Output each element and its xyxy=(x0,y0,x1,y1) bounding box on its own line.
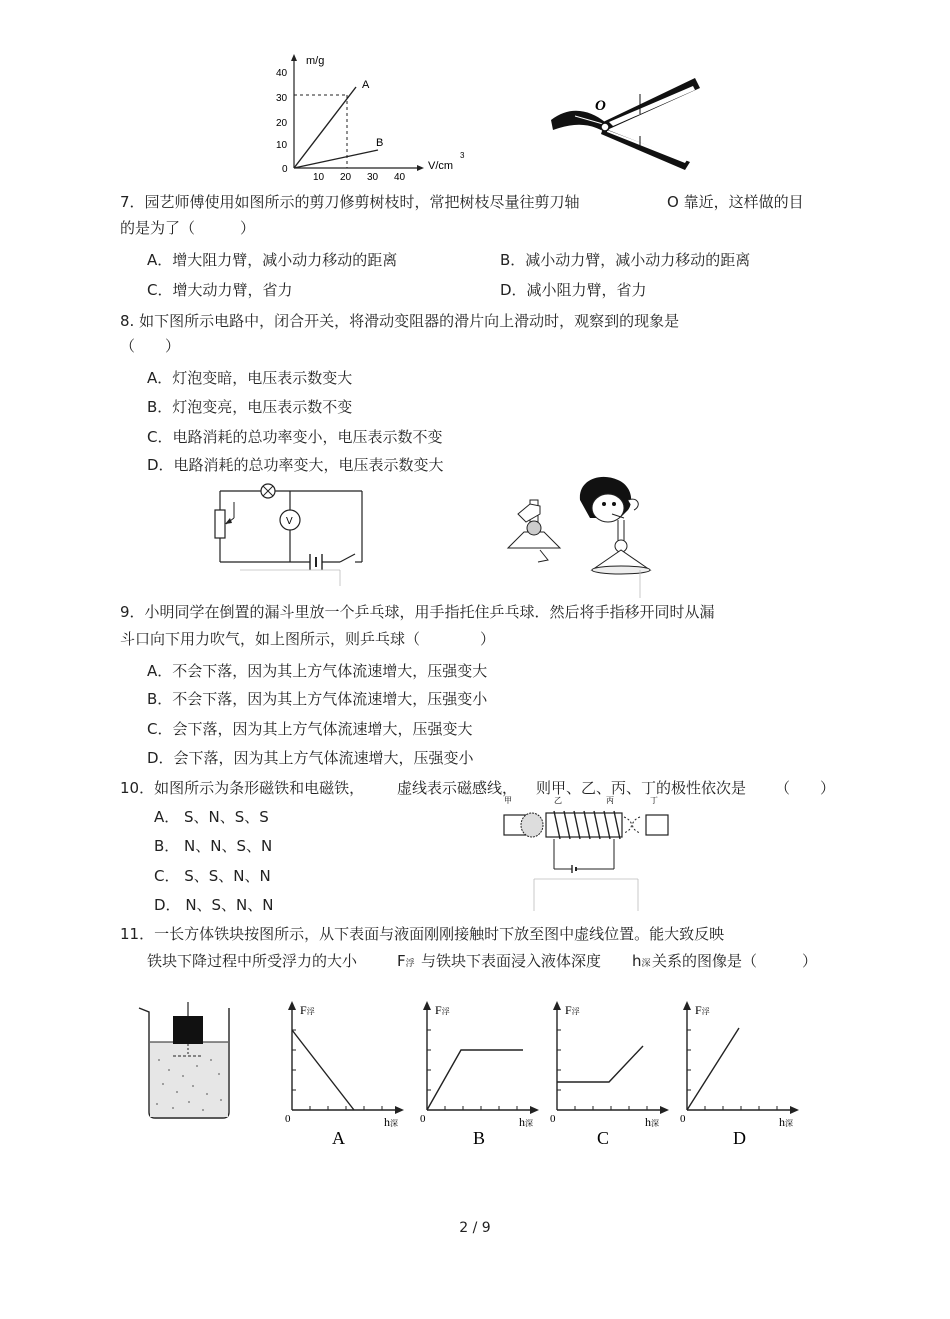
q9-option-b[interactable]: B．不会下落，因为其上方气体流速增大，压强变小 xyxy=(147,690,488,708)
q11-stem-line2c: 与铁块下表面浸入液体深度 xyxy=(421,952,602,970)
q11-stem-line1: 11．一长方体铁块按图所示，从下表面与液面刚刚接触时下放至图中虚线位置。能大致反映 xyxy=(120,925,725,943)
y-axis-label: m/g xyxy=(306,55,325,67)
pruning-shears-figure xyxy=(545,70,705,170)
origin-label: 0 xyxy=(680,1113,686,1125)
curve xyxy=(292,1030,354,1110)
q9-option-c[interactable]: C．会下落，因为其上方气体流速增大，压强变大 xyxy=(147,720,473,738)
x-tick: 10 xyxy=(313,172,325,183)
origin-label: 0 xyxy=(420,1113,426,1125)
q7-option-d[interactable]: D．减小阻力臂，省力 xyxy=(500,281,647,299)
svg-text:h深: h深 xyxy=(645,1115,659,1129)
pole-label-ding: 丁 xyxy=(650,796,658,805)
pole-label-yi: 乙 xyxy=(554,796,562,805)
line-b xyxy=(294,150,378,168)
x-tick: 20 xyxy=(340,172,352,183)
svg-text:F浮: F浮 xyxy=(300,1003,315,1017)
q7-option-a[interactable]: A．增大阻力臂，减小动力移动的距离 xyxy=(147,251,398,269)
q10-stem-part3: 则甲、乙、丙、丁的极性依次是 xyxy=(536,779,747,797)
origin-label: 0 xyxy=(550,1113,556,1125)
page-number: 2 / 9 xyxy=(459,1220,491,1236)
q10-option-c[interactable]: C． S、S、N、N xyxy=(154,867,271,885)
option-label-c: C xyxy=(597,1128,610,1148)
origin-label: 0 xyxy=(285,1113,291,1125)
circuit-diagram xyxy=(210,478,370,588)
svg-text:F浮: F浮 xyxy=(695,1003,710,1017)
q10-option-d[interactable]: D． N、S、N、N xyxy=(154,896,274,914)
q11-stem-line2b: F浮 xyxy=(397,952,415,970)
curve xyxy=(427,1050,523,1110)
svg-text:V: V xyxy=(286,516,293,527)
q11-stem-line2e: 关系的图像是（ ） xyxy=(652,952,818,970)
x-tick: 40 xyxy=(394,172,406,183)
q11-stem-line2a: 铁块下降过程中所受浮力的大小 xyxy=(147,952,358,970)
q7-stem-line2: 的是为了（ ） xyxy=(120,219,256,237)
q9-stem-line2: 斗口向下用力吹气，如上图所示，则乒乓球（ ） xyxy=(120,630,496,648)
q7-stem-line1: 7．园艺师傅使用如图所示的剪刀修剪树枝时，常把树枝尽量往剪刀轴 xyxy=(120,193,580,211)
buoyancy-graph-c xyxy=(545,998,675,1148)
funnel-ball-figure xyxy=(500,470,660,600)
buoyancy-graph-b xyxy=(415,998,545,1148)
q8-option-c[interactable]: C．电路消耗的总功率变小，电压表示数不变 xyxy=(147,428,443,446)
pivot-label: O xyxy=(595,98,606,114)
curve xyxy=(687,1028,739,1110)
y-tick: 40 xyxy=(276,68,288,79)
buoyancy-graph-a xyxy=(280,998,410,1148)
q9-stem-line1: 9．小明同学在倒置的漏斗里放一个乒乓球，用手指托住乒乓球．然后将手指移开同时从漏 xyxy=(120,603,715,621)
q10-option-a[interactable]: A． S、N、S、S xyxy=(154,808,269,826)
beaker-iron-block-figure xyxy=(135,1000,235,1122)
option-label-a: A xyxy=(332,1128,345,1148)
x-axis-superscript: 3 xyxy=(460,151,465,160)
line-a-label: A xyxy=(362,79,370,91)
pole-label-jia: 甲 xyxy=(504,796,512,805)
svg-text:F浮: F浮 xyxy=(435,1003,450,1017)
x-axis-label: V/cm xyxy=(428,160,454,172)
q8-option-d[interactable]: D．电路消耗的总功率变大，电压表示数变大 xyxy=(147,456,444,474)
line-b-label: B xyxy=(376,137,384,149)
pole-label-bing: 丙 xyxy=(606,796,614,805)
q8-option-a[interactable]: A．灯泡变暗，电压表示数变大 xyxy=(147,369,353,387)
y-tick: 30 xyxy=(276,93,288,104)
q9-option-a[interactable]: A．不会下落，因为其上方气体流速增大，压强变大 xyxy=(147,662,488,680)
q8-stem-line1: 8. 如下图所示电路中，闭合开关，将滑动变阻器的滑片向上滑动时，观察到的现象是 xyxy=(120,312,680,330)
rheostat-icon xyxy=(215,510,225,538)
magnet-figure xyxy=(502,793,672,913)
svg-text:h深: h深 xyxy=(519,1115,533,1129)
svg-text:F浮: F浮 xyxy=(565,1003,580,1017)
q10-stem-part2: 虚线表示磁感线， xyxy=(397,779,518,797)
y-tick: 10 xyxy=(276,140,288,151)
q10-stem-part4: （ ） xyxy=(775,779,836,797)
q8-stem-line2: （ ） xyxy=(120,337,181,355)
q10-option-b[interactable]: B． N、N、S、N xyxy=(154,837,273,855)
q7-option-b[interactable]: B．减小动力臂，减小动力移动的距离 xyxy=(500,251,751,269)
y-tick: 0 xyxy=(282,164,288,175)
q7-option-c[interactable]: C．增大动力臂，省力 xyxy=(147,281,293,299)
q8-option-b[interactable]: B．灯泡变亮，电压表示数不变 xyxy=(147,398,353,416)
q7-stem-line1b: O 靠近，这样做的目 xyxy=(667,193,804,211)
q11-stem-line2d: h深 xyxy=(632,952,651,970)
svg-text:h深: h深 xyxy=(779,1115,793,1129)
q9-option-d[interactable]: D．会下落，因为其上方气体流速增大，压强变小 xyxy=(147,749,474,767)
option-label-b: B xyxy=(473,1128,486,1148)
q10-stem-part1: 10．如图所示为条形磁铁和电磁铁， xyxy=(120,779,365,797)
y-tick: 20 xyxy=(276,118,288,129)
option-label-d: D xyxy=(733,1128,746,1148)
mass-volume-graph xyxy=(270,50,480,183)
buoyancy-graph-d xyxy=(675,998,805,1148)
x-tick: 30 xyxy=(367,172,379,183)
svg-text:h深: h深 xyxy=(384,1115,398,1129)
curve xyxy=(557,1046,643,1082)
